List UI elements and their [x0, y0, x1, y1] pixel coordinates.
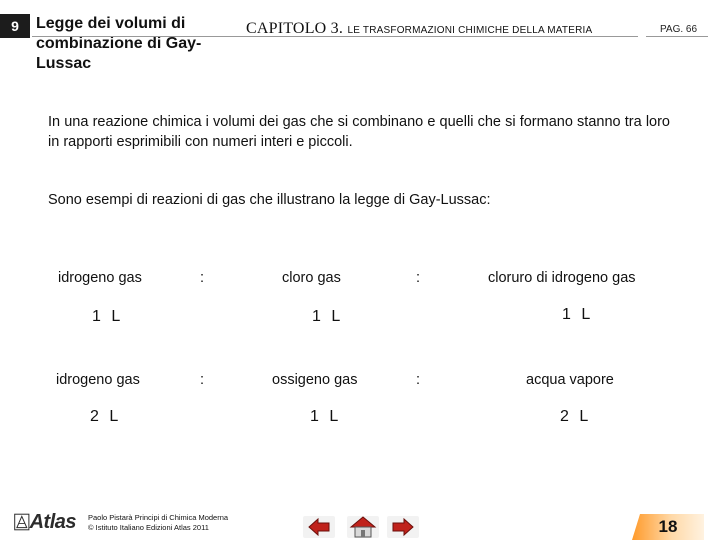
- reactant-1: idrogeno gas: [58, 270, 142, 286]
- back-arrow-icon: [302, 514, 336, 540]
- reactant-2: ossigeno gas: [272, 372, 358, 388]
- credits: [88, 513, 228, 533]
- chapter-title: CAPITOLO 3.: [246, 20, 344, 37]
- page-label: PAG. 66: [660, 24, 698, 35]
- examples-intro: Sono esempi di reazioni di gas che illustrano la legge di Gay-Lussac:: [48, 192, 491, 208]
- ratio-separator: :: [416, 270, 421, 286]
- reactant-2: cloro gas: [282, 270, 341, 286]
- slide-number-badge: [632, 514, 704, 540]
- ratio-separator: :: [416, 372, 421, 388]
- section-title: Legge dei volumi di combinazione di Gay-Lussac: [36, 15, 202, 72]
- home-button[interactable]: [346, 514, 380, 540]
- volume-3: 2 L: [560, 408, 592, 425]
- volume-1: 2 L: [90, 408, 122, 425]
- atlas-logo: [14, 506, 76, 538]
- definition-paragraph: In una reazione chimica i volumi dei gas che si combinano e quelli che si formano stanno tra loro in rapporti esprimibili con numeri interi e piccoli.: [48, 114, 670, 150]
- previous-slide-button[interactable]: [302, 514, 336, 540]
- volume-1: 1 L: [92, 308, 124, 325]
- logo-text: Atlas: [29, 510, 76, 533]
- home-icon: [346, 514, 380, 540]
- volume-2: 1 L: [312, 308, 344, 325]
- header-divider-right: [646, 36, 708, 37]
- ratio-separator: :: [200, 270, 205, 286]
- volume-2: 1 L: [310, 408, 342, 425]
- forward-arrow-icon: [386, 514, 420, 540]
- credit-line: Paolo Pistarà Principi di Chimica Moderna: [88, 513, 229, 522]
- ratio-separator: :: [200, 372, 205, 388]
- slide-number: 18: [658, 517, 678, 536]
- next-slide-button[interactable]: [386, 514, 420, 540]
- chapter-subtitle: LE TRASFORMAZIONI CHIMICHE DELLA MATERIA: [347, 25, 593, 36]
- product: acqua vapore: [526, 372, 614, 388]
- volume-3: 1 L: [562, 306, 594, 323]
- reactant-1: idrogeno gas: [56, 372, 140, 388]
- atlas-emblem-icon: [14, 510, 30, 534]
- section-number-badge: 9: [0, 14, 30, 38]
- header-divider: [32, 36, 638, 37]
- product: cloruro di idrogeno gas: [488, 270, 636, 286]
- credit-line: © Istituto Italiano Edizioni Atlas 2011: [88, 523, 209, 532]
